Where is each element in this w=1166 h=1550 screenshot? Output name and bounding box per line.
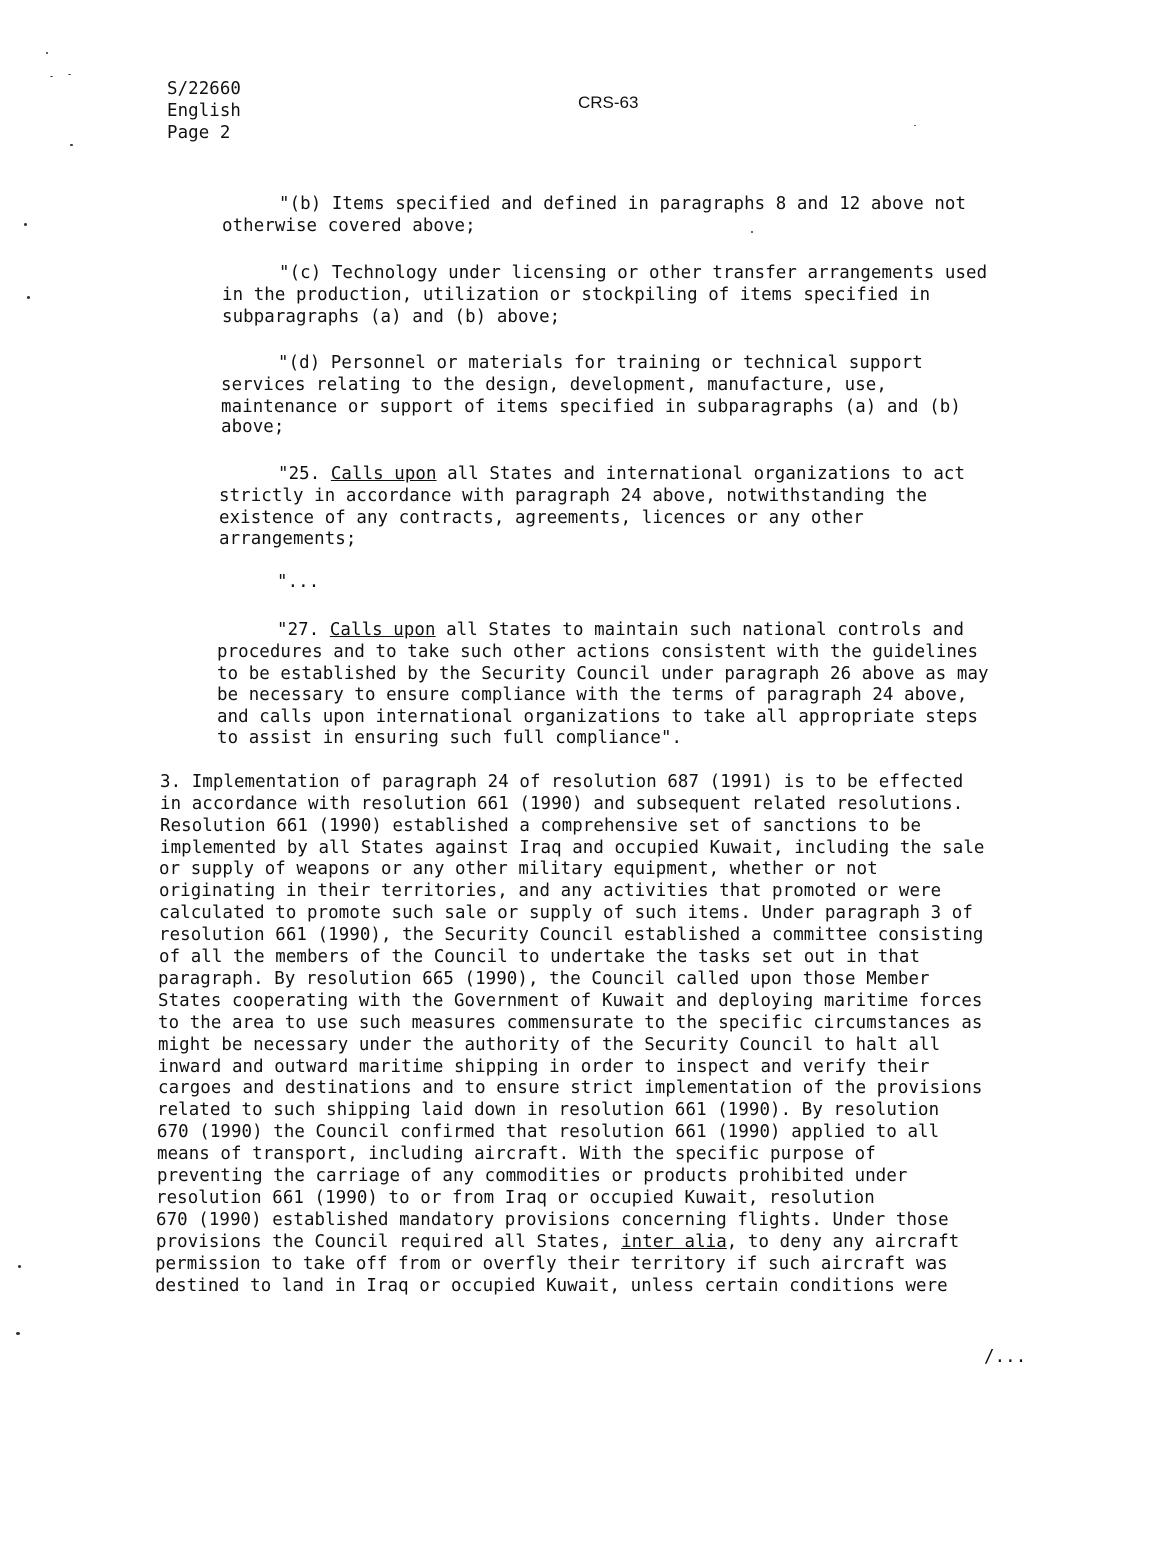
quote-27-rest: all States to maintain such national controls and	[435, 620, 965, 640]
scan-speck	[16, 1332, 20, 1335]
scan-speck	[751, 231, 753, 233]
para3-line-6: originating in their territories, and any activities that promoted or were	[159, 881, 942, 901]
para3-line-20: resolution 661 (1990) to or from Iraq or occupied Kuwait, resolution	[156, 1188, 875, 1208]
quote-25-calls-upon: Calls upon	[330, 464, 437, 484]
para3-inter-alia: inter alia	[621, 1232, 727, 1252]
para3-line-4: implemented by all States against Iraq and occupied Kuwait, including the sale	[160, 838, 985, 858]
para3-line-16: related to such shipping laid down in resolution 661 (1990). By resolution	[157, 1100, 940, 1120]
scan-speck	[18, 1265, 21, 1268]
para3-line-22-pre: provisions the Council required all States,	[156, 1232, 622, 1252]
para3-line-15: cargoes and destinations and to ensure strict implementation of the provisions	[158, 1078, 983, 1098]
quote-27-line-1	[277, 619, 964, 641]
document-symbol: S/22660	[167, 79, 241, 99]
quote-c-line-1: "(c) Technology under licensing or other transfer arrangements used	[279, 263, 988, 283]
scan-speck	[50, 76, 53, 77]
quote-25-line-4: arrangements;	[219, 529, 357, 549]
quote-ellipsis: "...	[277, 572, 320, 592]
para3-line-7: calculated to promote such sale or supply of such items. Under paragraph 3 of	[159, 903, 973, 923]
scan-speck	[24, 223, 27, 226]
quote-27-calls-upon: Calls upon	[329, 620, 436, 640]
para3-line-11: States cooperating with the Government of Kuwait and deploying maritime forces	[158, 991, 983, 1011]
para3-line-13: might be necessary under the authority of the Security Council to halt all	[158, 1035, 941, 1055]
quote-27-line-3: to be established by the Security Council under paragraph 26 above as may	[217, 664, 989, 684]
quote-27-line-4: be necessary to ensure compliance with the terms of paragraph 24 above,	[217, 685, 968, 705]
quote-d-line-1: "(d) Personnel or materials for training or technical support	[278, 353, 923, 373]
quote-b-line-2: otherwise covered above;	[222, 216, 476, 236]
para3-line-2: in accordance with resolution 661 (1990) and subsequent related resolutions.	[160, 794, 964, 814]
quote-25-line-2: strictly in accordance with paragraph 24 above, notwithstanding the	[219, 486, 928, 506]
scan-speck	[27, 296, 30, 299]
scan-speck	[70, 144, 73, 146]
para3-line-17: 670 (1990) the Council confirmed that resolution 661 (1990) applied to all	[157, 1122, 940, 1142]
scan-speck	[46, 52, 48, 54]
quote-27-prefix: "27.	[277, 620, 330, 640]
para3-line-22-post: , to deny any aircraft	[726, 1232, 960, 1252]
para3-line-21: 670 (1990) established mandatory provisions concerning flights. Under those	[156, 1210, 949, 1230]
quote-c-line-2: in the production, utilization or stockpiling of items specified in	[222, 285, 931, 305]
quote-25-line-3: existence of any contracts, agreements, licences or any other	[219, 508, 864, 528]
para3-line-23: permission to take off from or overfly their territory if such aircraft was	[155, 1254, 948, 1274]
para3-line-10: paragraph. By resolution 665 (1990), the Council called upon those Member	[158, 969, 930, 989]
quote-27-line-5: and calls upon international organizations to take all appropriate steps	[217, 707, 979, 727]
para3-line-1: 3. Implementation of paragraph 24 of resolution 687 (1991) is to be effected	[160, 772, 964, 792]
document-header	[167, 78, 241, 144]
quote-25-line-1	[278, 463, 965, 485]
para3-line-24: destined to land in Iraq or occupied Kuwait, unless certain conditions were	[155, 1276, 948, 1296]
quote-25-rest: all States and international organizations to act	[436, 464, 966, 484]
quote-d-line-2: services relating to the design, development, manufacture, use,	[221, 375, 887, 395]
para3-line-9: of all the members of the Council to undertake the tasks set out in that	[159, 947, 921, 967]
scan-speck	[68, 74, 71, 75]
para3-line-22	[156, 1231, 959, 1253]
quote-c-line-3: subparagraphs (a) and (b) above;	[222, 307, 561, 327]
para3-line-12: to the area to use such measures commensurate to the specific circumstances as	[158, 1013, 983, 1033]
quote-d-line-3: maintenance or support of items specified in subparagraphs (a) and (b)	[221, 397, 961, 417]
quote-27-line-2: procedures and to take such other actions consistent with the guidelines	[217, 642, 979, 662]
para3-line-8: resolution 661 (1990), the Security Council established a committee consisting	[159, 925, 984, 945]
page-number: Page 2	[167, 123, 231, 143]
quote-25-prefix: "25.	[278, 464, 331, 484]
para3-line-14: inward and outward maritime shipping in order to inspect and verify their	[158, 1057, 930, 1077]
quote-d-line-4: above;	[221, 417, 285, 437]
continuation-marker: /...	[984, 1347, 1027, 1367]
scan-speck	[914, 125, 916, 126]
para3-line-18: means of transport, including aircraft. With the specific purpose of	[157, 1144, 876, 1164]
para3-line-3: Resolution 661 (1990) established a comprehensive set of sanctions to be	[160, 816, 922, 836]
para3-line-19: preventing the carriage of any commodities or products prohibited under	[157, 1166, 908, 1186]
document-language: English	[167, 101, 241, 121]
quote-b-line-1: "(b) Items specified and defined in paragraphs 8 and 12 above not	[279, 194, 967, 214]
para3-line-5: or supply of weapons or any other military equipment, whether or not	[159, 859, 878, 879]
crs-page-label: CRS-63	[578, 93, 639, 112]
quote-27-line-6: to assist in ensuring such full compliance".	[217, 728, 683, 748]
